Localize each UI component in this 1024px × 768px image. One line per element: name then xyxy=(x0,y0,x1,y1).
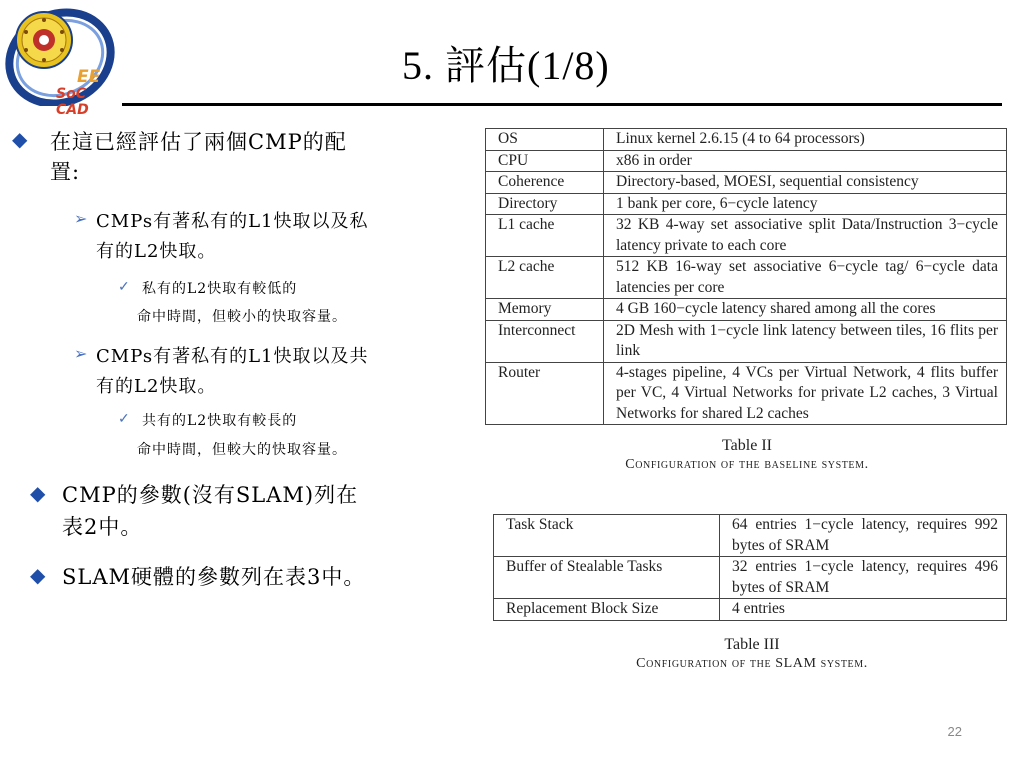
table2-caption-text: Configuration of the baseline system. xyxy=(625,457,869,472)
table-row xyxy=(494,599,1007,621)
table2-caption-number: Table II xyxy=(722,437,772,454)
table-row xyxy=(486,257,1007,299)
checkmark-bullet-icon: ✓ xyxy=(118,411,130,427)
bullet-configs-cont: 置: xyxy=(50,160,81,184)
logo-ee-text: EE xyxy=(77,67,101,87)
table-row xyxy=(486,320,1007,362)
table-cell-value: 4-stages pipeline, 4 VCs per Virtual Network, 4 flits buffer per VC, 4 Virtual Networks for private L2 caches, 3 Virtual Networks for shared L2 caches xyxy=(604,362,1007,425)
table-cell-value: 2D Mesh with 1−cycle link latency between tiles, 16 flits per link xyxy=(604,320,1007,362)
table-cell-value: 64 entries 1−cycle latency, requires 992 bytes of SRAM xyxy=(720,515,1007,557)
page-number: 22 xyxy=(947,724,962,739)
baseline-config-table xyxy=(485,128,1007,425)
table-row xyxy=(486,362,1007,425)
logo-soc-cad-text: SoC CAD xyxy=(56,86,89,118)
diamond-bullet-icon: ◆ xyxy=(30,481,46,505)
table-cell-key: CPU xyxy=(486,150,604,172)
bullet-shared-l2-detail-cont: 命中時間，但較大的快取容量。 xyxy=(137,442,347,458)
slam-config-rows xyxy=(494,515,1007,621)
table-row xyxy=(486,150,1007,172)
table3-caption-number: Table III xyxy=(724,636,780,653)
table-cell-key: Replacement Block Size xyxy=(494,599,720,621)
table3-caption xyxy=(570,635,934,673)
table-cell-key: OS xyxy=(486,129,604,151)
table-cell-key: Coherence xyxy=(486,172,604,194)
table-cell-value: x86 in order xyxy=(604,150,1007,172)
bullet-private-l2-detail: 私有的L2快取有較低的 xyxy=(142,281,298,297)
diamond-bullet-icon: ◆ xyxy=(12,127,28,151)
table-row xyxy=(494,515,1007,557)
table-row xyxy=(486,299,1007,321)
table-cell-value: 32 entries 1−cycle latency, requires 496 bytes of SRAM xyxy=(720,557,1007,599)
table-cell-value: Linux kernel 2.6.15 (4 to 64 processors) xyxy=(604,129,1007,151)
table-cell-key: Memory xyxy=(486,299,604,321)
table-cell-value: 4 GB 160−cycle latency shared among all the cores xyxy=(604,299,1007,321)
table-cell-value: Directory-based, MOESI, sequential consistency xyxy=(604,172,1007,194)
table-row xyxy=(486,215,1007,257)
bullet-private-l2-cont: 有的L2快取。 xyxy=(96,241,217,262)
table-cell-key: Interconnect xyxy=(486,320,604,362)
diamond-bullet-icon: ◆ xyxy=(30,563,46,587)
university-logo xyxy=(4,6,122,118)
table3-caption-text: Configuration of the SLAM system. xyxy=(636,656,868,671)
bullet-private-l2-detail-cont: 命中時間，但較小的快取容量。 xyxy=(137,309,347,325)
bullet-shared-l2: CMPs有著私有的L1快取以及共 xyxy=(96,346,369,367)
table-cell-key: Buffer of Stealable Tasks xyxy=(494,557,720,599)
baseline-config-rows xyxy=(486,129,1007,425)
bullet-slam-params: SLAM硬體的參數列在表3中。 xyxy=(62,565,366,589)
bullet-cmp-params-cont: 表2中。 xyxy=(62,515,143,539)
table-cell-key: Directory xyxy=(486,193,604,215)
table-cell-key: L2 cache xyxy=(486,257,604,299)
table-row xyxy=(494,557,1007,599)
bullet-shared-l2-detail: 共有的L2快取有較長的 xyxy=(142,413,298,429)
table-cell-value: 4 entries xyxy=(720,599,1007,621)
table-cell-key: L1 cache xyxy=(486,215,604,257)
table2-caption xyxy=(560,436,934,474)
arrow-bullet-icon: ➢ xyxy=(74,344,88,363)
table-row xyxy=(486,129,1007,151)
arrow-bullet-icon: ➢ xyxy=(74,209,88,228)
table-row xyxy=(486,193,1007,215)
table-cell-value: 1 bank per core, 6−cycle latency xyxy=(604,193,1007,215)
title-divider xyxy=(122,103,1002,106)
bullet-private-l2: CMPs有著私有的L1快取以及私 xyxy=(96,211,369,232)
table-cell-value: 32 KB 4-way set associative split Data/Instruction 3−cycle latency private to each core xyxy=(604,215,1007,257)
slide-title: 5. 評估(1/8) xyxy=(402,43,610,88)
slam-config-table xyxy=(493,514,1007,621)
checkmark-bullet-icon: ✓ xyxy=(118,279,130,295)
table-cell-key: Task Stack xyxy=(494,515,720,557)
bullet-shared-l2-cont: 有的L2快取。 xyxy=(96,376,217,397)
table-cell-value: 512 KB 16-way set associative 6−cycle tag/ 6−cycle data latencies per core xyxy=(604,257,1007,299)
bullet-configs: 在這已經評估了兩個CMP的配 xyxy=(50,130,347,154)
table-cell-key: Router xyxy=(486,362,604,425)
table-row xyxy=(486,172,1007,194)
bullet-cmp-params: CMP的參數(沒有SLAM)列在 xyxy=(62,483,359,507)
